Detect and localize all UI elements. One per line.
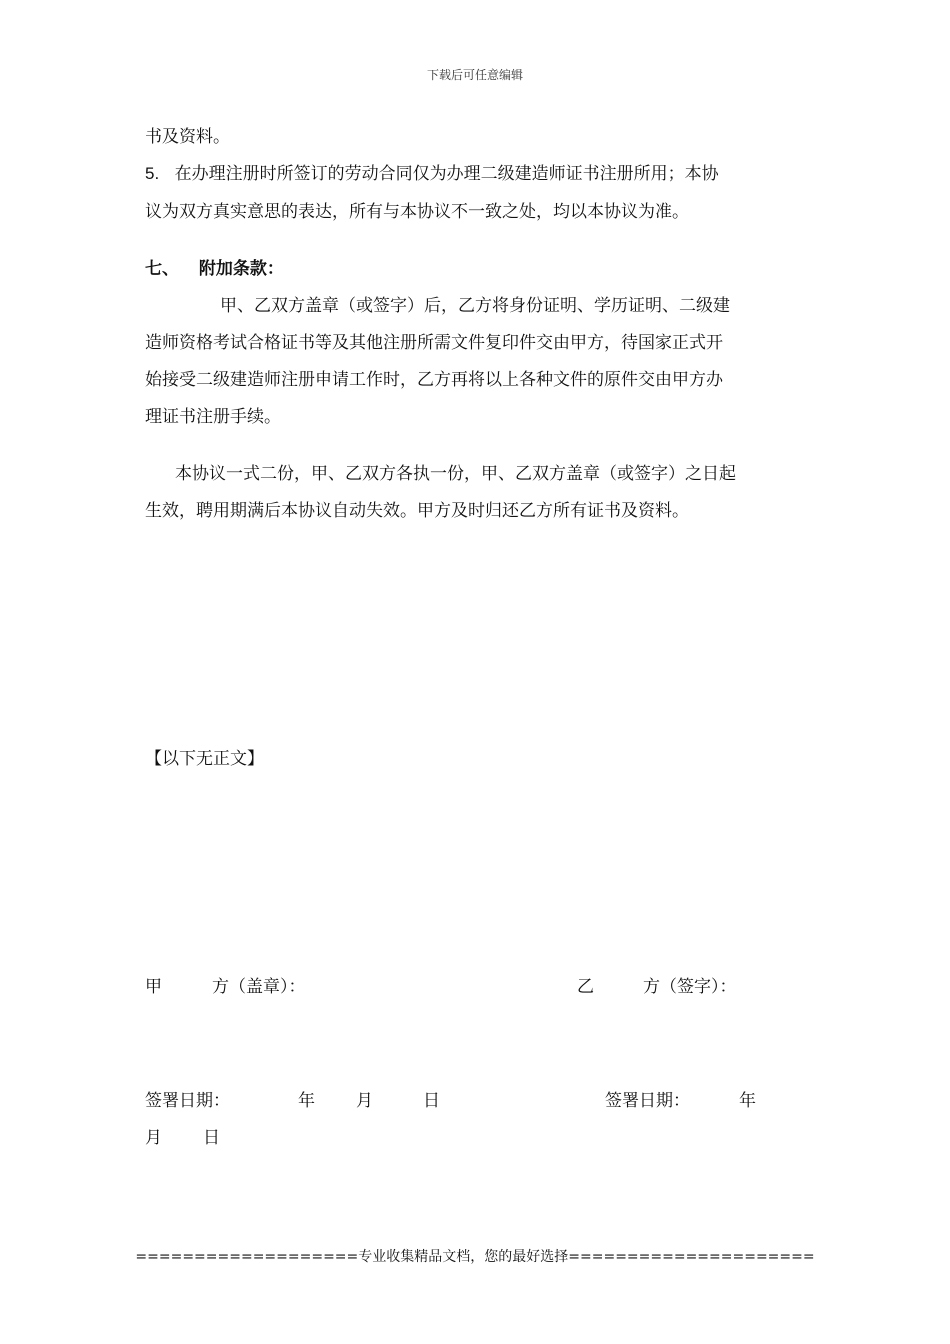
section-7-title: 附加条款： [198,259,284,279]
continued-line: 书及资料。 [145,127,230,147]
party-b-day: 日 [203,1128,220,1148]
party-b-signature-label: 方（签字）： [643,977,737,997]
party-a-year: 年 [298,1091,315,1111]
party-b-month: 月 [145,1128,162,1148]
page-footer: ===================专业收集精品文档，您的最好选择===================== [135,1249,815,1265]
party-a-day: 日 [423,1091,440,1111]
section-7-line-3: 始接受二级建造师注册申请工作时，乙方再将以上各种文件的原件交由甲方办 [145,370,723,390]
item-5-line-1 [145,164,719,184]
party-b-year: 年 [739,1091,756,1111]
party-b-date-label: 签署日期： [605,1091,690,1111]
party-a-char: 甲 [145,977,162,997]
section-7-line-1: 甲、乙双方盖章（或签字）后，乙方将身份证明、学历证明、二级建 [220,296,730,316]
party-a-date-label: 签署日期： [145,1091,230,1111]
no-further-text-marker: 【以下无正文】 [145,749,264,769]
party-a-month: 月 [356,1091,373,1111]
section-7-heading [145,259,284,279]
party-a-seal-label: 方（盖章）： [212,977,306,997]
page-header: 下载后可任意编辑 [426,68,523,82]
section-7-number: 七、 [145,259,179,279]
party-b-char: 乙 [577,977,594,997]
final-paragraph-line-2: 生效，聘用期满后本协议自动失效。甲方及时归还乙方所有证书及资料。 [145,501,689,521]
item-5-number: 5. [145,164,160,183]
final-paragraph-line-1: 本协议一式二份，甲、乙双方各执一份，甲、乙双方盖章（或签字）之日起 [175,464,736,484]
item-5-line-2: 议为双方真实意思的表达，所有与本协议不一致之处，均以本协议为准。 [145,202,689,222]
section-7-line-2: 造师资格考试合格证书等及其他注册所需文件复印件交由甲方，待国家正式开 [145,333,723,353]
item-5-text: 在办理注册时所签订的劳动合同仅为办理二级建造师证书注册所用；本协 [174,164,719,184]
section-7-line-4: 理证书注册手续。 [145,407,281,427]
